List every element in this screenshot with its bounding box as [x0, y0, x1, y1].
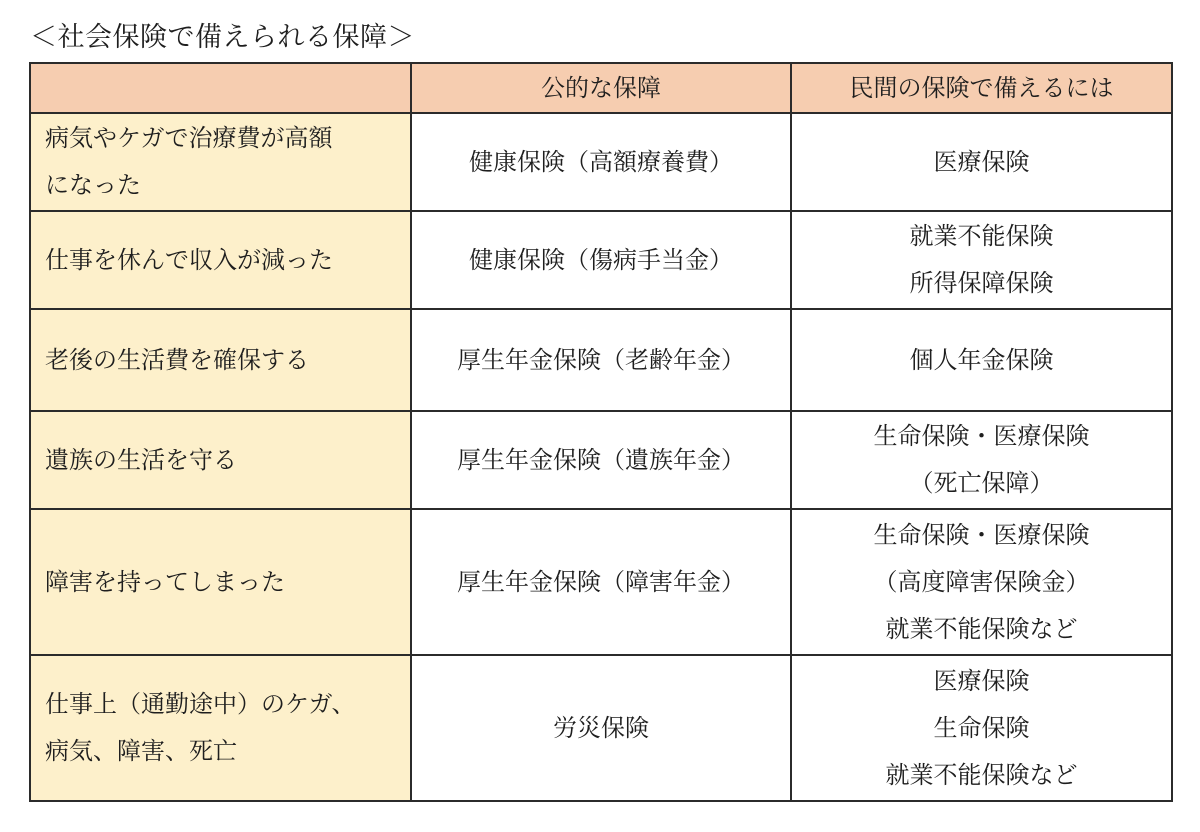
- situation-cell: [30, 509, 411, 655]
- cell-text-line: 生命保険・医療保険: [873, 520, 1090, 549]
- cell-text-line: になった: [45, 171, 141, 199]
- cell-text-line: 就業不能保険など: [885, 760, 1078, 789]
- cell-text-line: 老後の生活費を確保する: [45, 345, 309, 374]
- table-row: [30, 309, 1172, 411]
- table-row: [30, 113, 1172, 211]
- table-row: [30, 211, 1172, 309]
- situation-cell: [30, 655, 411, 801]
- table-header-row: [30, 63, 1172, 113]
- page-title: ＜社会保険で備えられる保障＞: [30, 22, 415, 53]
- cell-text-line: 障害を持ってしまった: [45, 567, 285, 596]
- insurance-coverage-table: [29, 62, 1173, 802]
- header-situation: [30, 63, 411, 113]
- public-coverage-cell: [411, 655, 791, 801]
- public-coverage-cell: [411, 309, 791, 411]
- cell-text-line: 厚生年金保険（老齢年金）: [457, 345, 745, 374]
- situation-cell: [30, 113, 411, 211]
- cell-text-line: 仕事上（通勤途中）のケガ、: [45, 690, 356, 718]
- table-row: [30, 411, 1172, 509]
- private-insurance-cell: [791, 309, 1172, 411]
- private-insurance-cell: [791, 211, 1172, 309]
- cell-text-line: （高度障害保険金）: [873, 567, 1090, 596]
- cell-text-line: 個人年金保険: [909, 345, 1054, 374]
- private-insurance-cell: [791, 509, 1172, 655]
- private-insurance-cell: [791, 655, 1172, 801]
- cell-text-line: 厚生年金保険（障害年金）: [457, 567, 745, 596]
- cell-text-line: 病気やケガで治療費が高額: [45, 124, 333, 152]
- situation-cell: [30, 211, 411, 309]
- cell-text-line: 健康保険（傷病手当金）: [469, 245, 733, 274]
- table-row: [30, 655, 1172, 801]
- cell-text-line: 就業不能保険など: [885, 614, 1078, 643]
- private-insurance-cell: [791, 113, 1172, 211]
- public-coverage-cell: [411, 509, 791, 655]
- table-row: [30, 509, 1172, 655]
- public-coverage-cell: [411, 411, 791, 509]
- public-coverage-cell: [411, 211, 791, 309]
- header-private-insurance: 民間の保険で備えるには: [791, 63, 1172, 113]
- situation-cell: [30, 411, 411, 509]
- cell-text-line: 就業不能保険: [909, 222, 1054, 250]
- situation-cell: [30, 309, 411, 411]
- cell-text-line: 遺族の生活を守る: [45, 445, 237, 474]
- cell-text-line: （死亡保障）: [909, 469, 1054, 497]
- public-coverage-cell: [411, 113, 791, 211]
- cell-text-line: 労災保険: [553, 713, 649, 742]
- cell-text-line: 病気、障害、死亡: [45, 737, 237, 765]
- cell-text-line: 医療保険: [933, 666, 1030, 695]
- cell-text-line: 仕事を休んで収入が減った: [45, 245, 333, 274]
- cell-text-line: 厚生年金保険（遺族年金）: [457, 445, 745, 474]
- cell-text-line: 医療保険: [933, 147, 1030, 176]
- cell-text-line: 生命保険: [933, 713, 1030, 742]
- header-public-coverage: 公的な保障: [411, 63, 791, 113]
- cell-text-line: 健康保険（高額療養費）: [469, 147, 733, 176]
- private-insurance-cell: [791, 411, 1172, 509]
- cell-text-line: 所得保障保険: [909, 269, 1054, 297]
- cell-text-line: 生命保険・医療保険: [873, 422, 1090, 450]
